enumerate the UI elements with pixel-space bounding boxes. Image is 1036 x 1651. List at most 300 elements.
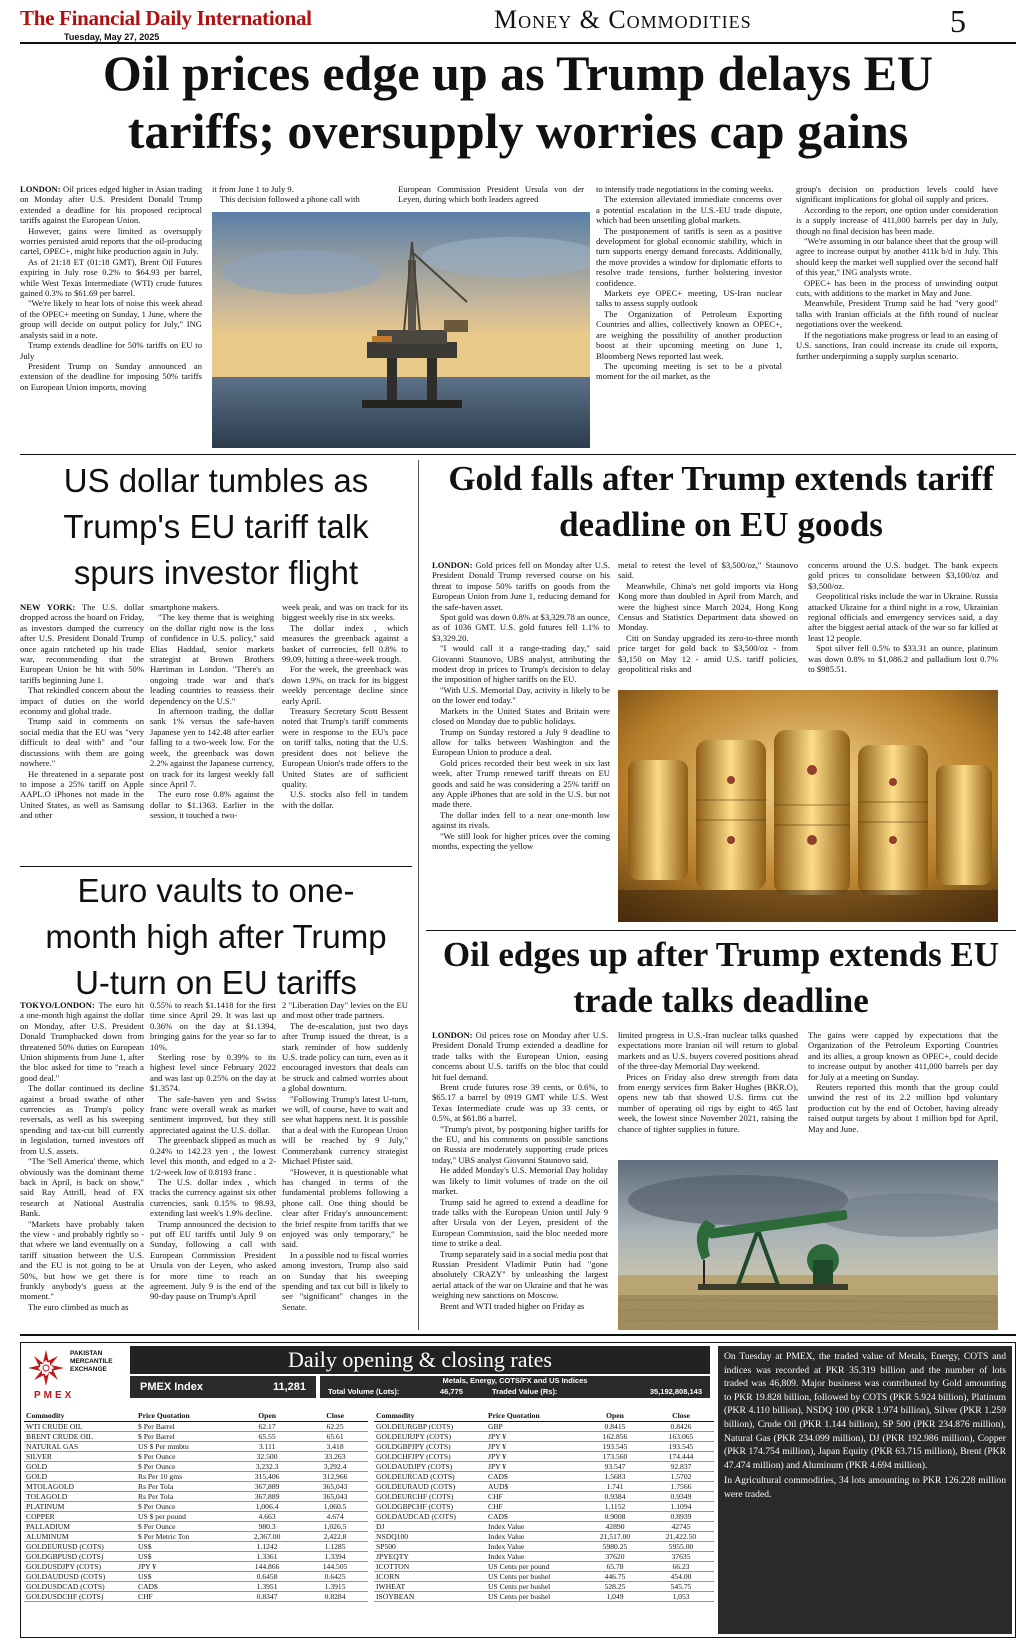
cell-commodity: GOLDGBPCHF (COTS) (374, 1501, 486, 1511)
table-row (374, 1581, 714, 1591)
col-header-open: Open (232, 1410, 302, 1421)
paragraph: Geopolitical risks include the war in Ukraine. Russia attacked Ukraine for a third night in a row, Ukrainian regional officials and emergency services said, a day after the biggest aerial attack of the war so far killed at least 12 people. (808, 591, 998, 643)
cell-commodity: GOLDUSDCHF (COTS) (24, 1591, 136, 1601)
paragraph: "I would call it a range-trading day," said Giovanni Staunovo, UBS analyst, attributing the modest drop in prices to Trump's decision to delay the imposition of higher tariffs on the EU. (432, 643, 610, 685)
euro-story-col1 (20, 1000, 144, 1330)
cell-close: 3.418 (302, 1441, 368, 1451)
paragraph: Citi on Sunday upgraded its zero-to-three month price target for gold back to $3,500/oz - from $3,150 on May 12 - amid U.S. tariff policies, geopolitical risks and (618, 632, 798, 675)
cell-commodity: JPYEQTY (374, 1551, 486, 1561)
cell-commodity: GOLDGBPUSD (COTS) (24, 1551, 136, 1561)
paragraph: As of 21:18 ET (01:18 GMT), Brent Oil Futures expiring in July rose 0.2% to $64.93 per barrel, while West Texas Intermediate (WTI) crude futures gained 0.3% to $61.69 per barrel. (20, 256, 202, 299)
paragraph: Trump said in comments on social media that the EU was "very difficult to deal with" and "our discussions with them are going nowhere." (20, 716, 144, 769)
paragraph: Markets in the United States and Britain were closed on Monday due to public holidays. (432, 705, 610, 727)
cell-quotation: CHF (486, 1501, 582, 1511)
cell-quotation: $ Per Ounce (136, 1521, 232, 1531)
indices-box (320, 1376, 710, 1398)
table-row (374, 1561, 714, 1571)
paragraph: OPEC+ has been in the process of unwinding output cuts, with additions to the market in May and June. (796, 277, 998, 299)
cell-commodity: GOLDAUDJPY (COTS) (374, 1461, 486, 1471)
dateline: LONDON: (20, 184, 61, 194)
cell-open: 315,406 (232, 1471, 302, 1481)
indices-title: Metals, Energy, COTS/FX and US Indices (442, 1376, 588, 1385)
cell-close: 1.1094 (648, 1501, 714, 1511)
paragraph: limited progress in U.S.-Iran nuclear talks quashed expectations more Iranian oil will return to global markets and as U.S. buyers covered positions ahead of the three-day Memorial Day weekend. (618, 1030, 798, 1072)
pmex-logo-line3: EXCHANGE (70, 1366, 107, 1373)
cell-close: 5955.00 (648, 1541, 714, 1551)
cell-commodity: ICOTTON (374, 1561, 486, 1571)
cell-quotation: Index Value (486, 1551, 582, 1561)
table-row (24, 1561, 368, 1571)
cell-commodity: GOLDEURGBP (COTS) (374, 1421, 486, 1431)
cell-quotation: GBP (486, 1421, 582, 1431)
table-row (374, 1471, 714, 1481)
table-row (374, 1491, 714, 1501)
cell-quotation: Rs Per 10 gms (136, 1471, 232, 1481)
cell-open: 1.1152 (582, 1501, 648, 1511)
table-row (374, 1431, 714, 1441)
cell-commodity: SP500 (374, 1541, 486, 1551)
table-row (24, 1571, 368, 1581)
paragraph: Prices on Friday also drew strength from data from energy services firm Baker Hughes (BKR.O), opens new tab that showed U.S. firms cut the number of operating oil rigs by eight to 465 last week, the lowest since November 2021, raising the chance of tighter supplies in future. (618, 1071, 798, 1134)
cell-open: 1.3951 (232, 1581, 302, 1591)
cell-open: 5980.25 (582, 1541, 648, 1551)
cell-quotation: AUD$ (486, 1481, 582, 1491)
cell-close: 144.505 (302, 1561, 368, 1571)
cell-quotation: Index Value (486, 1521, 582, 1531)
cell-open: 2,367.00 (232, 1531, 302, 1541)
issue-date: Tuesday, May 27, 2025 (64, 32, 160, 42)
paragraph: "With U.S. Memorial Day, activity is likely to be on the lower end today." (432, 684, 610, 706)
cell-quotation: US $ Per mmbtu (136, 1441, 232, 1451)
paragraph: week peak, and was on track for its biggest weekly rise in six weeks. (282, 602, 408, 623)
cell-close: 1.1285 (302, 1541, 368, 1551)
paragraph: "We're assuming in our balance sheet that the group will agree to increase output by another 411k b/d in July. This should keep the market well supplied over the second half of this year," ING analysts wrote. (796, 236, 998, 278)
table-row (24, 1521, 368, 1531)
gold-headline: Gold falls after Trump extends tariff deadline on EU goods (448, 459, 994, 544)
cell-quotation: US$ (136, 1541, 232, 1551)
paragraph: The euro rose 0.8% against the dollar to $1.1363. Earlier in the session, it touched a two- (150, 789, 274, 821)
cell-commodity: GOLDEURUSD (COTS) (24, 1541, 136, 1551)
col-header-commodity: Commodity (24, 1410, 136, 1421)
table-row (24, 1471, 368, 1481)
dollar-headline: US dollar tumbles as Trump's EU tariff talk spurs investor flight (63, 462, 369, 591)
section-rule-3 (426, 930, 1016, 931)
paragraph: That rekindled concern about the impact of duties on the world economy and global trade. (20, 685, 144, 717)
page-number: 5 (950, 3, 966, 39)
cell-quotation: $ Per Metric Ton (136, 1531, 232, 1541)
paragraph: In a possible nod to fiscal worries among investors, Trump also said on Sunday that his sweeping spending and tax cut bill is likely to see "significant" changes in the Senate. (282, 1249, 408, 1312)
main-headline: Oil prices edge up as Trump delays EU tariffs; oversupply worries cap gains (102, 45, 934, 159)
paragraph: Spot gold was down 0.8% at $3,329.78 an ounce, as of 1036 GMT. U.S. gold futures fell 1.1% to $3,329.20. (432, 612, 610, 643)
table-row (24, 1441, 368, 1451)
section-rule-1 (20, 454, 1016, 455)
cell-open: 173.560 (582, 1451, 648, 1461)
dateline: LONDON: (432, 1030, 473, 1040)
paragraph: Trump announced the decision to put off EU tariffs until July 9 on Sunday, following a call with European Commission President Ursula von der Leyen, who asked for more time to reach an agreement. July 9 is the end of the 90-day pause on Trump's April (150, 1218, 276, 1302)
paragraph: President Trump on Sunday announced an extension of the deadline for imposing 50% tariffs on European Union imports, moving (20, 360, 202, 392)
cell-close: 2,422.8 (302, 1531, 368, 1541)
euro-story-col2 (150, 1000, 276, 1330)
pmex-logo-icon (26, 1348, 66, 1388)
main-story-col4 (596, 184, 782, 446)
cell-quotation: Rs Per Tola (136, 1491, 232, 1501)
cell-open: 65.78 (582, 1561, 648, 1571)
paragraph: European Commission President Ursula von der Leyen, during which both leaders agreed (398, 184, 584, 205)
cell-open: 0.6458 (232, 1571, 302, 1581)
cell-commodity: SILVER (24, 1451, 136, 1461)
cell-quotation: US Cents per bushel (486, 1581, 582, 1591)
paragraph: "The 'Sell America' theme, which obviously was the dominant theme back in April, is back on show," said Ray Attrill, head of FX research at National Australia Bank. (20, 1156, 144, 1219)
cell-open: 1.1242 (232, 1541, 302, 1551)
cell-close: 92.837 (648, 1461, 714, 1471)
cell-open: 528.25 (582, 1581, 648, 1591)
paper-name: The Financial Daily International (20, 6, 312, 30)
paragraph: However, gains were limited as oversupply worries persisted amid reports that the oil-producing cartel, OPEC+, might hike production again in July. (20, 225, 202, 257)
section-name: Money & Commodities (494, 5, 752, 34)
table-row (374, 1521, 714, 1531)
paragraph: The dollar index , which measures the greenback against a basket of currencies, fell 0.8% to 99.09, hitting a three-week trough. (282, 622, 408, 665)
total-volume-value: 46,775 (440, 1387, 463, 1396)
cell-quotation: JPY ¥ (136, 1561, 232, 1571)
paragraph: LONDON: Oil prices rose on Monday after U.S. President Donald Trump extended a deadline for trade talks with the European Union, easing concerns about U.S. tariffs on the bloc that could hit fuel demand. (432, 1030, 608, 1082)
table-row (24, 1421, 368, 1431)
paragraph: In afternoon trading, the dollar sank 1% versus the safe-haven Japanese yen to 142.48 after earlier falling to a two-week low. For the week, the greenback was down 2.2% against the Japanese currency, on track for its largest weekly fall since April 7. (150, 706, 274, 789)
rates-banner: Daily opening & closing rates (130, 1346, 710, 1374)
cell-quotation: Index Value (486, 1541, 582, 1551)
cell-open: 0.9008 (582, 1511, 648, 1521)
cell-commodity: IWHEAT (374, 1581, 486, 1591)
paragraph: "We're likely to hear lots of noise this week ahead of the OPEC+ meeting on Sunday, 1 June, where the group will decide on output policy for July," ING analysts said in a note. (20, 298, 202, 340)
gold-jewelry-photo (618, 690, 998, 922)
paragraph: The greenback slipped as much as 0.24% to 142.23 yen , the lowest level this month, and edged to a 2-1/2-week low of 0.8193 franc . (150, 1135, 276, 1177)
paragraph: it from June 1 to July 9. (212, 184, 294, 194)
cell-commodity: GOLDEURCAD (COTS) (374, 1471, 486, 1481)
traded-value-label: Traded Value (Rs): (492, 1387, 558, 1396)
cell-commodity: GOLDEURCHF (COTS) (374, 1491, 486, 1501)
cell-close: 66.23 (648, 1561, 714, 1571)
table-row (374, 1571, 714, 1581)
cell-close: 33.263 (302, 1451, 368, 1461)
cell-open: 32.500 (232, 1451, 302, 1461)
paragraph: "We still look for higher prices over the coming months, expecting the yellow (432, 830, 610, 851)
cell-commodity: GOLDEURAUD (COTS) (374, 1481, 486, 1491)
cell-close: 174.444 (648, 1451, 714, 1461)
cell-quotation: JPY ¥ (486, 1451, 582, 1461)
paragraph: Brent crude futures rose 39 cents, or 0.6%, to $65.17 a barrel by 0919 GMT while U.S. West Texas Intermediate crude was up 33 cents, or 0.5%, at $61.86 a barrel. (432, 1082, 608, 1124)
cell-open: 4.663 (232, 1511, 302, 1521)
dollar-story-col3 (282, 602, 408, 862)
cell-quotation: $ Per Barrel (136, 1431, 232, 1441)
cell-close: 3,292.4 (302, 1461, 368, 1471)
pmex-logo-line2: MERCANTILE (70, 1358, 113, 1365)
paragraph: "Following Trump's latest U-turn, we will, of course, have to wait and see what happens next. It is possible that a deal with the European Union will be reached by 9 July," Commerzbank currency strategist Michael Pfister said. (282, 1093, 408, 1167)
paragraph: The upcoming meeting is set to be a pivotal moment for the oil market, as the (596, 360, 782, 382)
cell-close: 0.8939 (648, 1511, 714, 1521)
col-header-quotation: Price Quotation (486, 1410, 582, 1421)
cell-close: 37635 (648, 1551, 714, 1561)
paragraph: He added Monday's U.S. Memorial Day holiday was likely to limit volumes of trade on the oil market. (432, 1165, 608, 1197)
table-row (374, 1531, 714, 1541)
paragraph: "Markets have probably taken the view - and probably rightly so - that where we land eventually on a tariff situation between the U.S. and the EU is not going to be at 50%, but how we get there is frankly anybody's guess at the moment." (20, 1218, 144, 1302)
paragraph: to intensify trade negotiations in the coming weeks. (596, 184, 774, 194)
table-row (374, 1421, 714, 1431)
col-header-close: Close (302, 1410, 368, 1421)
paragraph: Spot silver fell 0.5% to $33.31 an ounce, platinum was down 0.8% to $1,086.2 and palladium lost 0.7% to $985.51. (808, 643, 998, 675)
cell-commodity: GOLDEURJPY (COTS) (374, 1431, 486, 1441)
cell-close: 163.065 (648, 1431, 714, 1441)
rates-table-right (374, 1410, 714, 1602)
cell-open: 42890 (582, 1521, 648, 1531)
cell-open: 37620 (582, 1551, 648, 1561)
cell-close: 65.61 (302, 1431, 368, 1441)
traded-value-value: 35,192,808,143 (649, 1387, 702, 1396)
total-volume-label: Total Volume (Lots): (328, 1387, 400, 1396)
paragraph: Treasury Secretary Scott Bessent noted that Trump's tariff comments were in response to the EU's pace on tariff talks, noting that the U.S. president does not believe the European Union's trade offers to the United States are of sufficient quality. (282, 706, 408, 789)
cell-commodity: PALLADIUM (24, 1521, 136, 1531)
cell-commodity: ISOYBEAN (374, 1591, 486, 1601)
paragraph: LONDON: Oil prices edged higher in Asian trading on Monday after U.S. President Donald Trump extended a deadline for his proposed reciprocal tariffs against the European Union. (20, 184, 202, 226)
table-row (374, 1511, 714, 1521)
cell-open: 0.8347 (232, 1591, 302, 1601)
table-row (24, 1501, 368, 1511)
cell-commodity: WTI CRUDE OIL (24, 1421, 136, 1431)
cell-commodity: GOLDAUDUSD (COTS) (24, 1571, 136, 1581)
main-story-col3 (398, 184, 584, 208)
cell-open: 1.3361 (232, 1551, 302, 1561)
dateline: TOKYO/LONDON: (20, 1000, 95, 1010)
cell-open: 1.741 (582, 1481, 648, 1491)
cell-quotation: $ Per Barrel (136, 1421, 232, 1431)
cell-open: 3.111 (232, 1441, 302, 1451)
cell-close: 42745 (648, 1521, 714, 1531)
paragraph: The extension alleviated immediate concerns over a potential escalation in the U.S.-EU trade dispute, which had been unsettling global markets. (596, 194, 782, 226)
table-row (374, 1461, 714, 1471)
paragraph: Markets eye OPEC+ meeting, US-Iran nuclear talks to assess supply outlook (596, 288, 782, 309)
cell-close: 0.6425 (302, 1571, 368, 1581)
paragraph: For the week, the greenback was down 1.9%, on track for its biggest weekly percentage decline since early April. (282, 664, 408, 706)
col-header-open: Open (582, 1410, 648, 1421)
cell-close: 1.5702 (648, 1471, 714, 1481)
cell-close: 21,422.50 (648, 1531, 714, 1541)
paragraph: The U.S. dollar index , which tracks the currency against six other currencies, sank 0.15% to 98.93, extending last week's 1.9% decline. (150, 1176, 276, 1219)
cell-quotation: US Cents per bushel (486, 1591, 582, 1601)
main-story-col2 (212, 184, 390, 208)
cell-commodity: GOLD (24, 1461, 136, 1471)
table-row (374, 1541, 714, 1551)
cell-quotation: $ Per Ounce (136, 1451, 232, 1461)
paragraph: Meanwhile, President Trump said he had "very good" talks with Iranian officials at the fifth round of nuclear negotiations over the weekend. (796, 298, 998, 330)
section-rule-4 (20, 1334, 1016, 1336)
paragraph: Meanwhile, China's net gold imports via Hong Kong more than doubled in April from March, and were the highest since March 2024, Hong Kong Census and Statistics Department data showed on Monday. (618, 580, 798, 633)
table-row (24, 1511, 368, 1521)
table-row (374, 1591, 714, 1601)
paragraph: He threatened in a separate post to impose a 25% tariff on Apple AAPL.O iPhones not made in the United States, as well as Samsung and other (20, 768, 144, 821)
euro-story-col3 (282, 1000, 408, 1330)
dateline: LONDON: (432, 560, 473, 570)
cell-quotation: $ Per Ounce (136, 1461, 232, 1471)
table-row (24, 1531, 368, 1541)
pmex-index-box (130, 1376, 316, 1398)
paragraph: Trump separately said in a social media post that Russian President Vladimir Putin had "gone absolutely CRAZY" by unleashing the largest aerial attack of the war on Ukraine and that he was weighing new sanctions on Moscow. (432, 1248, 608, 1301)
table-row (374, 1481, 714, 1491)
paragraph: The gains were capped by expectations that the Organization of the Petroleum Exporting Countries and its allies, a group known as OPEC+, could decide to increase output by another 411,000 barrels per day for July at a meeting on Sunday. (808, 1030, 998, 1082)
gold-story-col3 (808, 560, 998, 684)
cell-quotation: US$ (136, 1571, 232, 1581)
cell-quotation: $ Per Ounce (136, 1501, 232, 1511)
paragraph: Trump said he agreed to extend a deadline for trade talks with the European Union until July 9 after Ursula von der Leyen, president of the European Commission, said the bloc needed more time to strike a deal. (432, 1196, 608, 1249)
paragraph: NEW YORK: The U.S. dollar dropped across the board on Friday, as investors dumped the currency after U.S. President Donald Trump once again ratcheted up his trade war, recommending that the European Union be hit with 50% tariffs beginning June 1. (20, 602, 144, 685)
cell-quotation: JPY ¥ (486, 1461, 582, 1471)
paragraph: The postponement of tariffs is seen as a positive development for global economic stability, which in turn supports energy demand forecasts. Additionally, the move provides a window for diplomatic efforts to resolve trade tensions, further bolstering investor confidence. (596, 225, 782, 288)
paragraph: The dollar continued its decline against a broad swathe of other currencies as Trump's policy reversals, as well as his sweeping spending and tax-cut bill currently in legislation, turned investors off from U.S. assets. (20, 1083, 144, 1156)
cell-open: 446.75 (582, 1571, 648, 1581)
cell-commodity: NATURAL GAS (24, 1441, 136, 1451)
cell-close: 1.3915 (302, 1581, 368, 1591)
cell-close: 545.75 (648, 1581, 714, 1591)
cell-open: 1.5683 (582, 1471, 648, 1481)
euro-headline: Euro vaults to one-month high after Trump U-turn on EU tariffs (45, 872, 387, 1001)
cell-open: 193.545 (582, 1441, 648, 1451)
paragraph: 0.55% to reach $1.1418 for the first time since April 29. It was last up 0.36% on the day at $1.1394, bringing gains for the year so far to 10%. (150, 1000, 276, 1052)
paragraph: Gold prices recorded their best week in six last week, after Trump renewed tariff threats on EU goods and said he was considering a 25% tariff on any Apple iPhones that are sold in the U.S. but not made there. (432, 757, 610, 810)
cell-commodity: GOLDCHFJPY (COTS) (374, 1451, 486, 1461)
paragraph: Sterling rose by 0.39% to its highest level since February 2022 and was last up 0.25% on the day at $1.3574. (150, 1052, 276, 1094)
table-row (24, 1451, 368, 1461)
dollar-story-col1 (20, 602, 144, 862)
table-row (374, 1451, 714, 1461)
cell-open: 65.55 (232, 1431, 302, 1441)
cell-quotation: Rs Per Tola (136, 1481, 232, 1491)
cell-open: 162.856 (582, 1431, 648, 1441)
paragraph: Trump extends deadline for 50% tariffs on EU to July (20, 340, 202, 361)
paragraph: "The key theme that is weighing on the dollar right now is the loss of confidence in U.S. policy," said Elias Haddad, senior markets strategist at Brown Brothers Harriman in London. "There's an ongoing trade war and that's leading countries to reassess their dependency on the U.S." (150, 612, 274, 706)
paragraph: If the negotiations make progress or lead to an easing of U.S. sanctions, Iran could increase its crude oil exports, further underpinning a supply surplus scenario. (796, 329, 998, 361)
cell-quotation: CAD$ (486, 1471, 582, 1481)
cell-commodity: ICORN (374, 1571, 486, 1581)
section-rule-2 (20, 866, 412, 867)
cell-quotation: US$ (136, 1551, 232, 1561)
cell-quotation: CAD$ (486, 1511, 582, 1521)
cell-quotation: JPY ¥ (486, 1441, 582, 1451)
paragraph: LONDON: Gold prices fell on Monday after U.S. President Donald Trump reversed course on his threat to impose 50% tariffs on goods from the European Union from June 1, reducing demand for the safe-haven asset. (432, 560, 610, 612)
cell-close: 312,966 (302, 1471, 368, 1481)
paragraph: "Trump's pivot, by postponing higher tariffs for the EU, and his comments on possible sanctions on Russia are moderately supporting crude prices today," UBS analyst Giovanni Staunovo said. (432, 1123, 608, 1165)
cell-open: 1,049 (582, 1591, 648, 1601)
cell-close: 62.25 (302, 1421, 368, 1431)
cell-open: 980.3 (232, 1521, 302, 1531)
oil-pumpjack-photo (618, 1160, 998, 1330)
paragraph: U.S. stocks also fell in tandem with the dollar. (282, 789, 408, 810)
cell-quotation: US Cents per pound (486, 1561, 582, 1571)
rates-summary-agri: In Agricultural commodities, 34 lots amounting to PKR 126.228 million were traded. (724, 1475, 1006, 1500)
cell-close: 0.8284 (302, 1591, 368, 1601)
cell-close: 1.3394 (302, 1551, 368, 1561)
paragraph: Trump on Sunday restored a July 9 deadline to allow for talks between Washington and the European Union to produce a deal. (432, 726, 610, 758)
oil-platform-photo (212, 212, 590, 448)
pmex-logo-abbr: PMEX (34, 1390, 75, 1401)
paragraph: Brent and WTI traded higher on Friday as (440, 1300, 585, 1311)
paragraph: The euro climbed as much as (28, 1301, 129, 1312)
pmex-index-value: 11,281 (272, 1381, 306, 1393)
col-header-commodity: Commodity (374, 1410, 486, 1421)
cell-commodity: COPPER (24, 1511, 136, 1521)
cell-quotation: CHF (136, 1591, 232, 1601)
table-row (374, 1501, 714, 1511)
rates-summary-text: On Tuesday at PMEX, the traded value of Metals, Energy, COTS and indices was recorded at PKR 35.319 billion and the number of lots traded was 46,809. Major business was contributed by Gold amounting to PKR 19.828 billion, followed by COTS (PKR 5.924 billion), Platinum (PKR 4.110 billion), NSDQ 100 (PKR 1.974 billion), Silver (PKR 1.259 billion), Crude Oil (PKR 1.144 billion), SP 500 (PKR 234.876 million), Natural Gas (PKR 234.099 million), DJ (PKR 192.986 million), Copper (PKR 174.754 million), Japan Equity (PKR 63.715 million), Brent (PKR 47.474 million) and Aluminum (PKR 4.694 million). (724, 1351, 1006, 1471)
cell-quotation: CAD$ (136, 1581, 232, 1591)
cell-close: 193.545 (648, 1441, 714, 1451)
cell-quotation: Index Value (486, 1531, 582, 1541)
paragraph: The de-escalation, just two days after Trump issued the threat, is a stark reminder of how suddenly U.S. trade policy can turn, even as it encouraged investors that deals can be struck and calmed worries about a global downturn. (282, 1020, 408, 1094)
column-divider (418, 460, 419, 1330)
table-row (24, 1481, 368, 1491)
cell-open: 62.17 (232, 1421, 302, 1431)
cell-close: 365,043 (302, 1481, 368, 1491)
cell-quotation: JPY ¥ (486, 1431, 582, 1441)
main-story-col5 (796, 184, 998, 446)
cell-commodity: ALUMINUM (24, 1531, 136, 1541)
cell-open: 1,006.4 (232, 1501, 302, 1511)
cell-commodity: GOLDGBPJPY (COTS) (374, 1441, 486, 1451)
col-header-close: Close (648, 1410, 714, 1421)
cell-commodity: NSDQ100 (374, 1531, 486, 1541)
oil2-story-col1 (432, 1030, 608, 1330)
pmex-logo (26, 1348, 126, 1406)
col-header-quotation: Price Quotation (136, 1410, 232, 1421)
rates-summary-box (718, 1346, 1012, 1634)
paragraph: Reuters reported this month that the group could unwind the rest of its 2.2 million bpd voluntary production cut by the end of October, having already raised output targets by about 1 million bpd for April, May and June. (808, 1082, 998, 1134)
gold-story-col2 (618, 560, 798, 684)
paragraph: The safe-haven yen and Swiss franc were overall weak as market sentiment improved, but they still appreciated against the U.S. dollar. (150, 1093, 276, 1135)
table-row (24, 1541, 368, 1551)
table-row (24, 1461, 368, 1471)
dollar-story-col2 (150, 602, 274, 862)
cell-commodity: GOLDUSDCAD (COTS) (24, 1581, 136, 1591)
cell-open: 3,232.3 (232, 1461, 302, 1471)
cell-close: 0.8426 (648, 1421, 714, 1431)
main-story-col1 (20, 184, 202, 446)
cell-close: 454.00 (648, 1571, 714, 1581)
table-row (24, 1591, 368, 1601)
paragraph: metal to retest the level of $3,500/oz," Staunovo said. (618, 560, 798, 581)
cell-close: 1,060.5 (302, 1501, 368, 1511)
cell-open: 367,889 (232, 1491, 302, 1501)
rates-table-left (24, 1410, 368, 1602)
cell-close: 1.7566 (648, 1481, 714, 1491)
table-row (374, 1551, 714, 1561)
cell-commodity: GOLD (24, 1471, 136, 1481)
cell-commodity: BRENT CRUDE OIL (24, 1431, 136, 1441)
cell-open: 21,517.00 (582, 1531, 648, 1541)
gold-story-col1 (432, 560, 610, 920)
pmex-index-label: PMEX Index (140, 1381, 203, 1393)
cell-quotation: CHF (486, 1491, 582, 1501)
cell-commodity: TOLAGOLD (24, 1491, 136, 1501)
table-row (24, 1581, 368, 1591)
cell-open: 0.8415 (582, 1421, 648, 1431)
paragraph: smartphone makers. (150, 602, 220, 612)
table-row (24, 1431, 368, 1441)
oil2-story-col3 (808, 1030, 998, 1154)
cell-quotation: US Cents per bushel (486, 1571, 582, 1581)
paragraph: This decision followed a phone call with (220, 194, 360, 205)
paragraph: The Organization of Petroleum Exporting Countries and allies, collectively known as OPEC+, are weighing the possibility of another production boost at their upcoming meeting on June 1, Bloomberg News reported last week. (596, 308, 782, 361)
cell-commodity: MTOLAGOLD (24, 1481, 136, 1491)
paragraph: TOKYO/LONDON: The euro hit a one-month high against the dollar on Monday, after U.S. President Donald Trumpbacked down from threatened 50% duties on European Union shipments from June 1, after the bloc asked for time to "reach a good deal." (20, 1000, 144, 1083)
cell-commodity: PLATINUM (24, 1501, 136, 1511)
cell-quotation: US $ per pound (136, 1511, 232, 1521)
table-row (24, 1491, 368, 1501)
